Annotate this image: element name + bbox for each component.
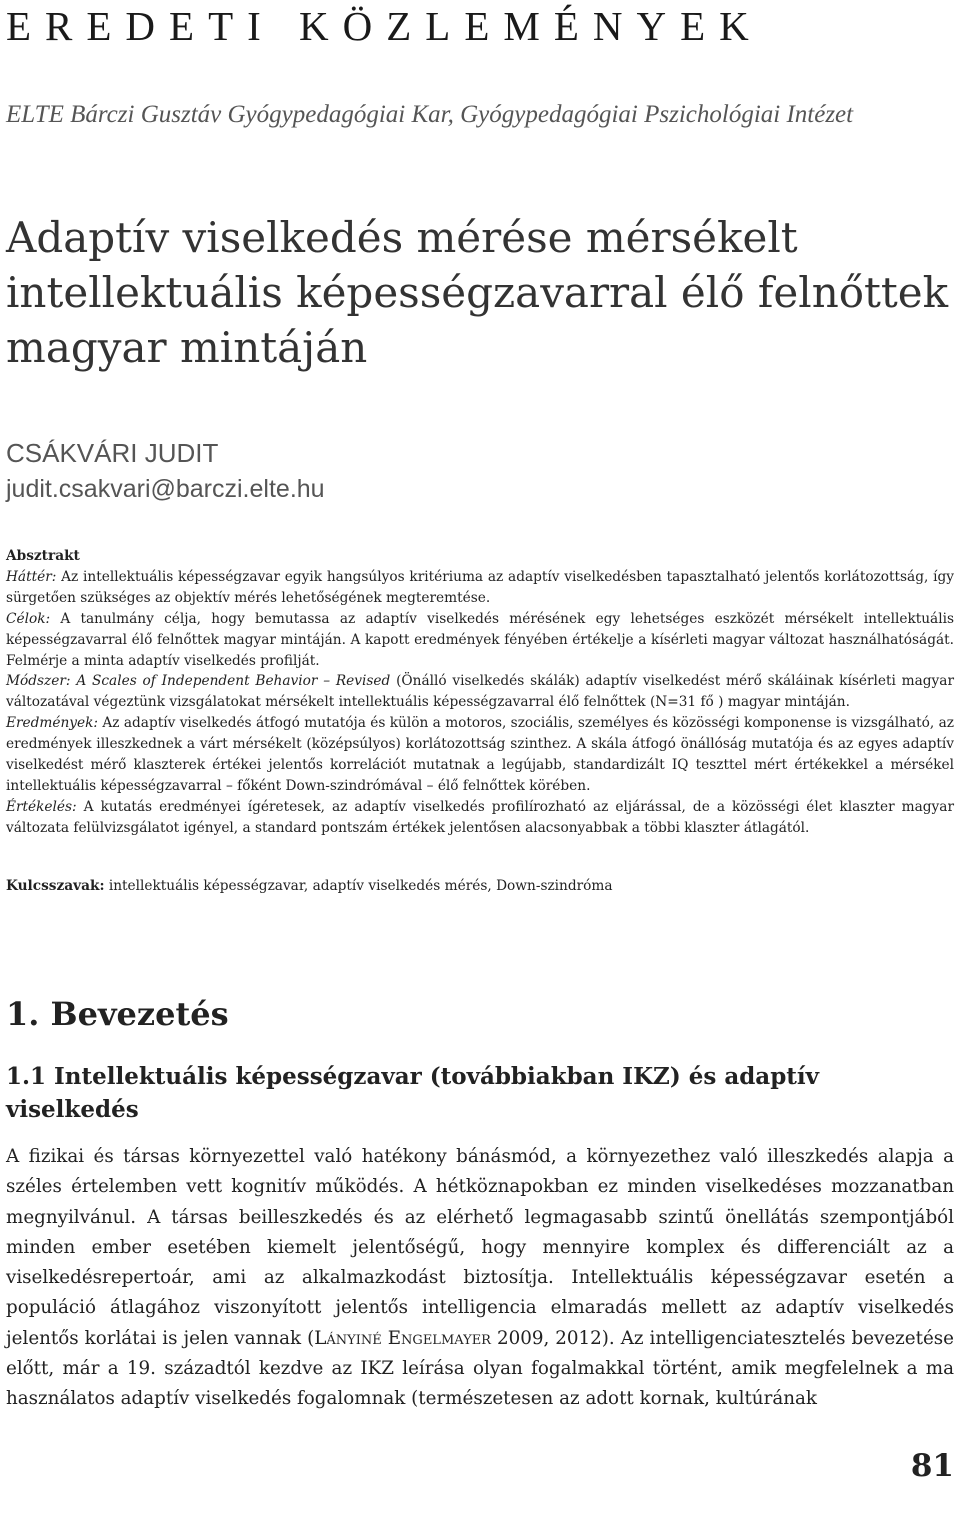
body-text-a: A fizikai és társas környezettel való hatékony bánásmód, a környezethez való illeszkedés alapja a széles értelemben vett kognitív működés. A hétköznapokban ez minden viselkedéses mozzanatban megnyilvánul. A társas beilleszkedés és az elérhető legmagasabb szintű önellátás szempontjából minden ember esetében kiemelt jelentőségű, hogy mennyire komplex és differenciált az a viselkedésrepertoár, ami az alkalmazkodást biztosítja. Intellektuális képességzavar esetén a populáció átlagához viszonyított jelentős intelligencia elmaradás mellett az adaptív viselkedés jelentős korlátai is jelen vannak ( — [6, 1146, 954, 1349]
subsection-heading: 1.1 Intellektuális képességzavar (továbbiakban IKZ) és adaptív viselkedés — [6, 1063, 820, 1123]
citation-author: Lányiné Engelmayer — [314, 1327, 491, 1349]
section-heading: 1. Bevezetés — [6, 995, 229, 1033]
keywords-label: Kulcsszavak: — [6, 878, 105, 894]
body-text-b: 2009, 2012). Az intelligenciatesztelés bevezetése előtt, már a 19. századtól kezdve az IKZ leírása olyan fogalmakkal történt, amik megfelelnek a ma használatos adaptív viselkedés fogalomnak (természetesen az adott kornak, kultúrának — [6, 1327, 954, 1410]
body-paragraph — [6, 1142, 954, 1415]
abstract-method — [6, 671, 954, 713]
page-number: 81 — [910, 1448, 954, 1484]
evaluation-label: Értékelés: — [6, 798, 77, 815]
abstract-heading: Absztrakt — [6, 548, 80, 564]
abstract-background — [6, 567, 954, 609]
abstract-evaluation — [6, 797, 954, 839]
article-title: Adaptív viselkedés mérése mérsékelt intellektuális képességzavarral élő felnőttek magyar mintáján — [6, 213, 949, 372]
method-label: Módszer: — [6, 673, 71, 690]
background-text: Az intellektuális képességzavar egyik hangsúlyos kritériuma az adaptív viselkedésben tapasztalható jelentős korlátozottság, így sürgetően szükséges az objektív mérés lehetőségének megteremtése. — [6, 568, 954, 606]
author-name: CSÁKVÁRI JUDIT — [6, 438, 219, 468]
aims-text: A tanulmány célja, hogy bemutassa az adaptív viselkedés mérésének egy lehetséges eszközét mérsékelt intellektuális képességzavarral élő felnőttek magyar mintáján. A kapott eredmények fényében értékelje a kísérleti magyar változat használhatóságát. Felmérje a minta adaptív viselkedés profilját. — [6, 610, 954, 669]
background-label: Háttér: — [6, 568, 57, 585]
author-email[interactable]: judit.csakvari@barczi.elte.hu — [6, 475, 325, 503]
aims-label: Célok: — [6, 610, 51, 627]
method-instrument: A Scales of Independent Behavior – Revised — [76, 673, 391, 690]
abstract — [6, 546, 954, 839]
method-text: (Önálló viselkedés skálák) adaptív viselkedést mérő skáláinak kísérleti magyar változatával végeztünk vizsgálatokat mérsékelt intellektuális képességzavarral élő felnőttek (N=31 fő ) magyar mintáján. — [6, 673, 954, 711]
keywords — [6, 876, 954, 896]
abstract-aims — [6, 609, 954, 672]
section-header: EREDETI KÖZLEMÉNYEK — [6, 3, 763, 49]
results-label: Eredmények: — [6, 715, 99, 732]
keywords-text: intellektuális képességzavar, adaptív viselkedés mérés, Down-szindróma — [104, 878, 613, 894]
evaluation-text: A kutatás eredményei ígéretesek, az adaptív viselkedés profilírozható az eljárással, de a közösségi élet klaszter magyar változata felülvizsgálatot igényel, a standard pontszám értékek jelentősen alacsonyabbak a többi klaszter átlagától. — [6, 798, 954, 836]
results-text: Az adaptív viselkedés átfogó mutatója és külön a motoros, szociális, személyes és közösségi komponense is vizsgálható, az eredmények illeszkednek a várt mérsékelt (középsúlyos) korlátozottság szinthez. A skála átfogó önállóság mutatója és az egyes adaptív viselkedést mérő klaszterek értékei jelentős korrelációt mutatnak a legújabb, standardizált IQ teszttel mért értékekkel a mérsékel intellektuális képességzavarral – főként Down-szindrómával – élő felnőttek körében. — [6, 715, 954, 794]
institute-line: ELTE Bárczi Gusztáv Gyógypedagógiai Kar, Gyógypedagógiai Pszichológiai Intézet — [6, 101, 854, 128]
abstract-results — [6, 713, 954, 797]
